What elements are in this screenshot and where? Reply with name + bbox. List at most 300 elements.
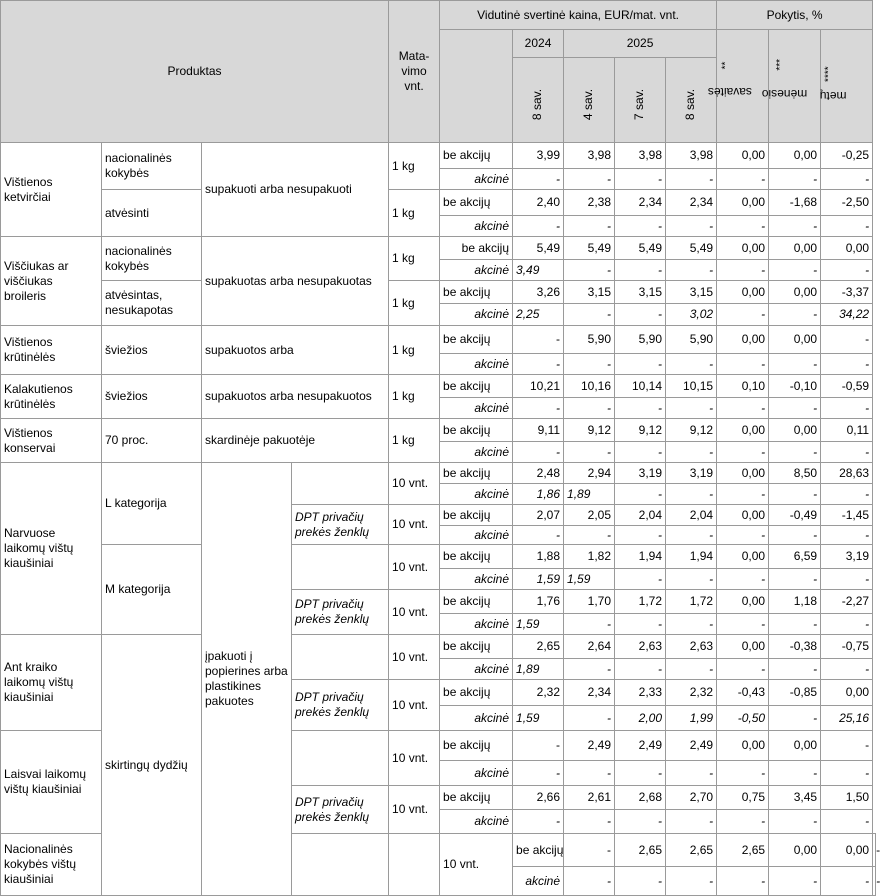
cell: - — [717, 484, 769, 505]
cell: 0,00 — [821, 834, 873, 867]
cell: 0,00 — [769, 237, 821, 260]
packaging-label: supakuotos arba nesupakuotos — [202, 375, 389, 419]
cell: - — [615, 569, 666, 590]
cell: - — [717, 304, 769, 326]
cell: 0,00 — [769, 834, 821, 867]
week-2025-4: 4 sav. — [564, 58, 615, 143]
cell: - — [615, 810, 666, 834]
cell: - — [769, 867, 821, 896]
cell: 0,10 — [717, 375, 769, 398]
unit-label: 10 vnt. — [389, 731, 440, 786]
cell: - — [769, 706, 821, 731]
cell: - — [564, 304, 615, 326]
type-label: akcinė — [440, 614, 513, 635]
cell: 2,49 — [666, 731, 717, 761]
cell: - — [821, 614, 873, 635]
cell: - — [821, 659, 873, 680]
cell: 2,65 — [513, 635, 564, 659]
cell: - — [821, 216, 873, 237]
cell: 2,33 — [615, 680, 666, 706]
cell: - — [513, 761, 564, 786]
unit-label: 1 kg — [389, 281, 440, 326]
type-label: be akcijų — [440, 786, 513, 810]
cell: - — [769, 304, 821, 326]
cell: 1,59 — [513, 706, 564, 731]
cell: 3,15 — [615, 281, 666, 304]
cell: 5,90 — [666, 326, 717, 354]
cell: 0,00 — [717, 463, 769, 484]
cell: 2,38 — [564, 190, 615, 216]
product-label: Ant kraiko laikomų vištų kiaušiniai — [1, 635, 102, 731]
cell: 2,94 — [564, 463, 615, 484]
type-label: akcinė — [440, 761, 513, 786]
cell: -0,49 — [769, 505, 821, 526]
cell: - — [821, 260, 873, 281]
cell: 5,49 — [666, 237, 717, 260]
cell: - — [666, 867, 717, 896]
unit-label: 1 kg — [389, 326, 440, 375]
cell: - — [564, 614, 615, 635]
year-2024: 2024 — [513, 30, 564, 58]
cell: 0,00 — [717, 505, 769, 526]
packaging-label: skardinėje pakuotėje — [202, 419, 389, 463]
cell: -2,27 — [821, 590, 873, 614]
product-label: Vištienos konservai — [1, 419, 102, 463]
cell: - — [821, 867, 873, 896]
cell: 8,50 — [769, 463, 821, 484]
cell: 0,00 — [717, 590, 769, 614]
cell: - — [666, 810, 717, 834]
product-label: Vištienos ketvirčiai — [1, 143, 102, 237]
type-label: akcinė — [440, 260, 513, 281]
cell: -0,10 — [769, 375, 821, 398]
type-label: akcinė — [440, 810, 513, 834]
cell: - — [513, 169, 564, 190]
cell: 0,00 — [717, 237, 769, 260]
cell: -1,68 — [769, 190, 821, 216]
month-change-header: mėnesio*** — [769, 30, 821, 143]
product-label: Kalakutienos krūtinėlės — [1, 375, 102, 419]
type-label: akcinė — [440, 526, 513, 545]
cell: - — [615, 526, 666, 545]
cell: - — [769, 169, 821, 190]
product-label: Vištienos krūtinėlės — [1, 326, 102, 375]
cell: - — [821, 761, 873, 786]
cell: -0,75 — [821, 635, 873, 659]
cell: - — [717, 216, 769, 237]
cell: - — [717, 398, 769, 419]
week-2025-7: 7 sav. — [615, 58, 666, 143]
cell: 9,12 — [666, 419, 717, 442]
cell: - — [666, 260, 717, 281]
cell: 5,90 — [615, 326, 666, 354]
cell: 1,59 — [564, 569, 615, 590]
category-label: L kategorija — [102, 463, 202, 545]
cell: 5,49 — [564, 237, 615, 260]
cell: -3,37 — [821, 281, 873, 304]
cell: - — [717, 761, 769, 786]
cell: 3,19 — [821, 545, 873, 569]
cell: -0,59 — [821, 375, 873, 398]
cell: 2,25 — [513, 304, 564, 326]
cell: - — [666, 354, 717, 375]
cell: 3,98 — [615, 143, 666, 169]
cell: - — [873, 834, 876, 867]
unit-label: 10 vnt. — [389, 680, 440, 731]
type-label: akcinė — [440, 304, 513, 326]
dpt-label: DPT privačių prekės ženklų — [292, 505, 389, 545]
cell: 2,07 — [513, 505, 564, 526]
cell: - — [564, 442, 615, 463]
cell: - — [821, 442, 873, 463]
cell: 3,99 — [513, 143, 564, 169]
cell: 34,22 — [821, 304, 873, 326]
type-label: be akcijų — [440, 281, 513, 304]
cell: - — [769, 614, 821, 635]
cell: 0,00 — [717, 545, 769, 569]
cell: 2,65 — [717, 834, 769, 867]
dpt-label: DPT privačių prekės ženklų — [292, 680, 389, 731]
cell: 2,65 — [615, 834, 666, 867]
cell: 2,63 — [615, 635, 666, 659]
cell: 2,66 — [513, 786, 564, 810]
cell: - — [564, 526, 615, 545]
cell: - — [666, 761, 717, 786]
unit-label: 1 kg — [389, 419, 440, 463]
cell: 0,00 — [717, 419, 769, 442]
cell: 1,70 — [564, 590, 615, 614]
cell: - — [564, 398, 615, 419]
cell: 3,49 — [513, 260, 564, 281]
cell: 1,89 — [513, 659, 564, 680]
cell: - — [717, 614, 769, 635]
cell: - — [564, 834, 615, 867]
cell: 10,14 — [615, 375, 666, 398]
cell: - — [821, 354, 873, 375]
cell: - — [821, 169, 873, 190]
cell: 2,04 — [666, 505, 717, 526]
cell: -0,38 — [769, 635, 821, 659]
cell: 2,48 — [513, 463, 564, 484]
cell: - — [564, 706, 615, 731]
type-label: be akcijų — [440, 143, 513, 169]
cell: - — [615, 304, 666, 326]
cell: -0,85 — [769, 680, 821, 706]
unit-label: 10 vnt. — [389, 545, 440, 590]
quality-label: šviežios — [102, 375, 202, 419]
price-header: Vidutinė svertinė kaina, EUR/mat. vnt. — [440, 1, 717, 30]
category-label: M kategorija — [102, 545, 202, 635]
type-label: be akcijų — [440, 463, 513, 484]
cell: 1,59 — [513, 614, 564, 635]
unit-label: 10 vnt. — [440, 834, 513, 896]
cell: 2,34 — [564, 680, 615, 706]
cell: - — [513, 810, 564, 834]
cell: 3,15 — [666, 281, 717, 304]
cell: 2,49 — [615, 731, 666, 761]
cell: - — [615, 354, 666, 375]
cell: - — [615, 260, 666, 281]
cell: 2,05 — [564, 505, 615, 526]
year-2025: 2025 — [564, 30, 717, 58]
cell: - — [717, 810, 769, 834]
cell: 2,63 — [666, 635, 717, 659]
type-label: be akcijų — [440, 731, 513, 761]
cell: 2,00 — [615, 706, 666, 731]
unit-label: 10 vnt. — [389, 505, 440, 545]
cell: 3,45 — [769, 786, 821, 810]
cell: - — [769, 216, 821, 237]
type-label: be akcijų — [440, 190, 513, 216]
packaging-label: supakuotas arba nesupakuotas — [202, 237, 389, 326]
cell: - — [769, 398, 821, 419]
unit-label: 10 vnt. — [389, 590, 440, 635]
cell: - — [615, 659, 666, 680]
cell: - — [821, 326, 873, 354]
quality-label: šviežios — [102, 326, 202, 375]
cell: 5,49 — [615, 237, 666, 260]
cell: 0,75 — [717, 786, 769, 810]
cell: - — [666, 216, 717, 237]
cell: 2,32 — [513, 680, 564, 706]
cell: 3,26 — [513, 281, 564, 304]
type-label: be akcijų — [440, 635, 513, 659]
cell: - — [513, 526, 564, 545]
unit-label: 1 kg — [389, 237, 440, 281]
unit-label: 1 kg — [389, 190, 440, 237]
cell: 0,00 — [769, 419, 821, 442]
type-label: akcinė — [440, 659, 513, 680]
type-label: akcinė — [440, 354, 513, 375]
cell: 1,88 — [513, 545, 564, 569]
cell: - — [821, 810, 873, 834]
cell: - — [513, 216, 564, 237]
cell: - — [769, 659, 821, 680]
cell: - — [564, 810, 615, 834]
packaging-label: supakuotos arba — [202, 326, 389, 375]
cell: 3,98 — [564, 143, 615, 169]
cell: 1,86 — [513, 484, 564, 505]
type-label: akcinė — [440, 484, 513, 505]
type-label: akcinė — [440, 216, 513, 237]
type-label: be akcijų — [440, 375, 513, 398]
cell: - — [769, 761, 821, 786]
cell: - — [615, 614, 666, 635]
cell: 1,94 — [666, 545, 717, 569]
dpt-label: DPT privačių prekės ženklų — [292, 786, 389, 834]
cell: - — [615, 169, 666, 190]
unit-label: 10 vnt. — [389, 463, 440, 505]
cell: - — [717, 260, 769, 281]
cell: - — [821, 526, 873, 545]
cell: -1,45 — [821, 505, 873, 526]
cell: 2,68 — [615, 786, 666, 810]
unit-label: 1 kg — [389, 375, 440, 419]
cell: 2,04 — [615, 505, 666, 526]
cell: - — [666, 484, 717, 505]
cell: 10,15 — [666, 375, 717, 398]
cell: 5,49 — [513, 237, 564, 260]
cell: - — [513, 731, 564, 761]
cell: 0,00 — [821, 237, 873, 260]
cell: - — [666, 659, 717, 680]
unit-label: 10 vnt. — [389, 786, 440, 834]
cell: 3,02 — [666, 304, 717, 326]
cell: 1,72 — [615, 590, 666, 614]
packaging-label: supakuoti arba nesupakuoti — [202, 143, 389, 237]
cell: 0,00 — [769, 326, 821, 354]
cell: - — [513, 398, 564, 419]
cell: 1,59 — [513, 569, 564, 590]
cell: - — [717, 659, 769, 680]
cell: 5,90 — [564, 326, 615, 354]
cell: 1,72 — [666, 590, 717, 614]
cell: - — [564, 761, 615, 786]
cell: 0,00 — [769, 143, 821, 169]
cell: - — [769, 442, 821, 463]
type-label: be akcijų — [440, 545, 513, 569]
cell: -0,50 — [717, 706, 769, 731]
cell: - — [769, 354, 821, 375]
quality-label: nacionalinės kokybės — [102, 237, 202, 281]
cell: 0,00 — [717, 326, 769, 354]
cell: 10,21 — [513, 375, 564, 398]
cell: 1,99 — [666, 706, 717, 731]
cell: 1,18 — [769, 590, 821, 614]
cell: -0,25 — [821, 143, 873, 169]
cell: 2,34 — [615, 190, 666, 216]
cell: - — [564, 260, 615, 281]
cell: 0,00 — [717, 143, 769, 169]
cell: 0,00 — [769, 281, 821, 304]
product-label: Laisvai laikomų vištų kiaušiniai — [1, 731, 102, 834]
cell: - — [717, 169, 769, 190]
type-label: be akcijų — [513, 834, 564, 867]
type-label: be akcijų — [440, 237, 513, 260]
cell: - — [615, 216, 666, 237]
cell: 1,89 — [564, 484, 615, 505]
cell: - — [666, 398, 717, 419]
cell: 2,70 — [666, 786, 717, 810]
week-2025-8: 8 sav. — [666, 58, 717, 143]
cell: 0,11 — [821, 419, 873, 442]
cell: 6,59 — [769, 545, 821, 569]
packaging-label: įpakuoti į popierines arba plastikines pakuotes — [202, 463, 292, 896]
cell: - — [564, 867, 615, 896]
cell: 3,98 — [666, 143, 717, 169]
cell: - — [717, 354, 769, 375]
quality-label: nacionalinės kokybės — [102, 143, 202, 190]
cell: 3,19 — [615, 463, 666, 484]
cell: 2,32 — [666, 680, 717, 706]
cell: - — [513, 442, 564, 463]
type-label: akcinė — [440, 569, 513, 590]
cell: 0,00 — [717, 731, 769, 761]
cell: - — [564, 216, 615, 237]
type-label: be akcijų — [440, 419, 513, 442]
cell: 0,00 — [769, 731, 821, 761]
year-change-header: metų**** — [821, 30, 873, 143]
cell: - — [615, 484, 666, 505]
type-label: be akcijų — [440, 590, 513, 614]
cell: 2,64 — [564, 635, 615, 659]
cell: - — [564, 169, 615, 190]
cell: - — [821, 731, 873, 761]
cell: - — [513, 354, 564, 375]
cell: - — [666, 526, 717, 545]
cell: - — [769, 810, 821, 834]
unit-header: Mata- vimo vnt. — [389, 1, 440, 143]
cell: 9,11 — [513, 419, 564, 442]
cell: 0,00 — [717, 281, 769, 304]
cell: 2,40 — [513, 190, 564, 216]
cell: 0,00 — [717, 190, 769, 216]
quality-label: 70 proc. — [102, 419, 202, 463]
cell: 25,16 — [821, 706, 873, 731]
quality-label: atvėsintas, nesukapotas — [102, 281, 202, 326]
type-label: akcinė — [440, 442, 513, 463]
category-label: skirtingų dydžių — [102, 635, 202, 896]
type-label: akcinė — [440, 706, 513, 731]
type-label: be akcijų — [440, 505, 513, 526]
cell: 2,65 — [666, 834, 717, 867]
cell: 1,50 — [821, 786, 873, 810]
quality-label: atvėsinti — [102, 190, 202, 237]
cell: - — [615, 761, 666, 786]
type-label: akcinė — [513, 867, 564, 896]
cell: - — [615, 867, 666, 896]
cell: - — [821, 484, 873, 505]
cell: - — [821, 398, 873, 419]
cell: - — [717, 867, 769, 896]
cell: - — [564, 354, 615, 375]
cell: - — [769, 260, 821, 281]
cell: - — [666, 442, 717, 463]
cell: - — [717, 526, 769, 545]
type-label: be akcijų — [440, 326, 513, 354]
cell: 3,15 — [564, 281, 615, 304]
cell: - — [564, 659, 615, 680]
cell: 2,61 — [564, 786, 615, 810]
cell: - — [666, 614, 717, 635]
cell: - — [769, 526, 821, 545]
unit-label: 10 vnt. — [389, 635, 440, 680]
cell: - — [717, 442, 769, 463]
type-label: be akcijų — [440, 680, 513, 706]
type-label: akcinė — [440, 398, 513, 419]
cell: - — [615, 398, 666, 419]
product-header: Produktas — [1, 1, 389, 143]
cell: 9,12 — [615, 419, 666, 442]
week-change-header: savaitės** — [717, 30, 769, 143]
cell: - — [717, 569, 769, 590]
cell: 9,12 — [564, 419, 615, 442]
dpt-label: DPT privačių prekės ženklų — [292, 590, 389, 635]
product-label: Narvuose laikomų vištų kiaušiniai — [1, 463, 102, 635]
cell: - — [513, 326, 564, 354]
cell: - — [666, 569, 717, 590]
cell: 1,76 — [513, 590, 564, 614]
cell: 2,49 — [564, 731, 615, 761]
cell: 1,82 — [564, 545, 615, 569]
cell: 0,00 — [717, 635, 769, 659]
unit-label: 1 kg — [389, 143, 440, 190]
cell: - — [769, 484, 821, 505]
cell: 0,00 — [821, 680, 873, 706]
week-2024-8: 8 sav. — [513, 58, 564, 143]
cell: 10,16 — [564, 375, 615, 398]
product-label: Nacionalinės kokybės vištų kiaušiniai — [1, 834, 102, 896]
